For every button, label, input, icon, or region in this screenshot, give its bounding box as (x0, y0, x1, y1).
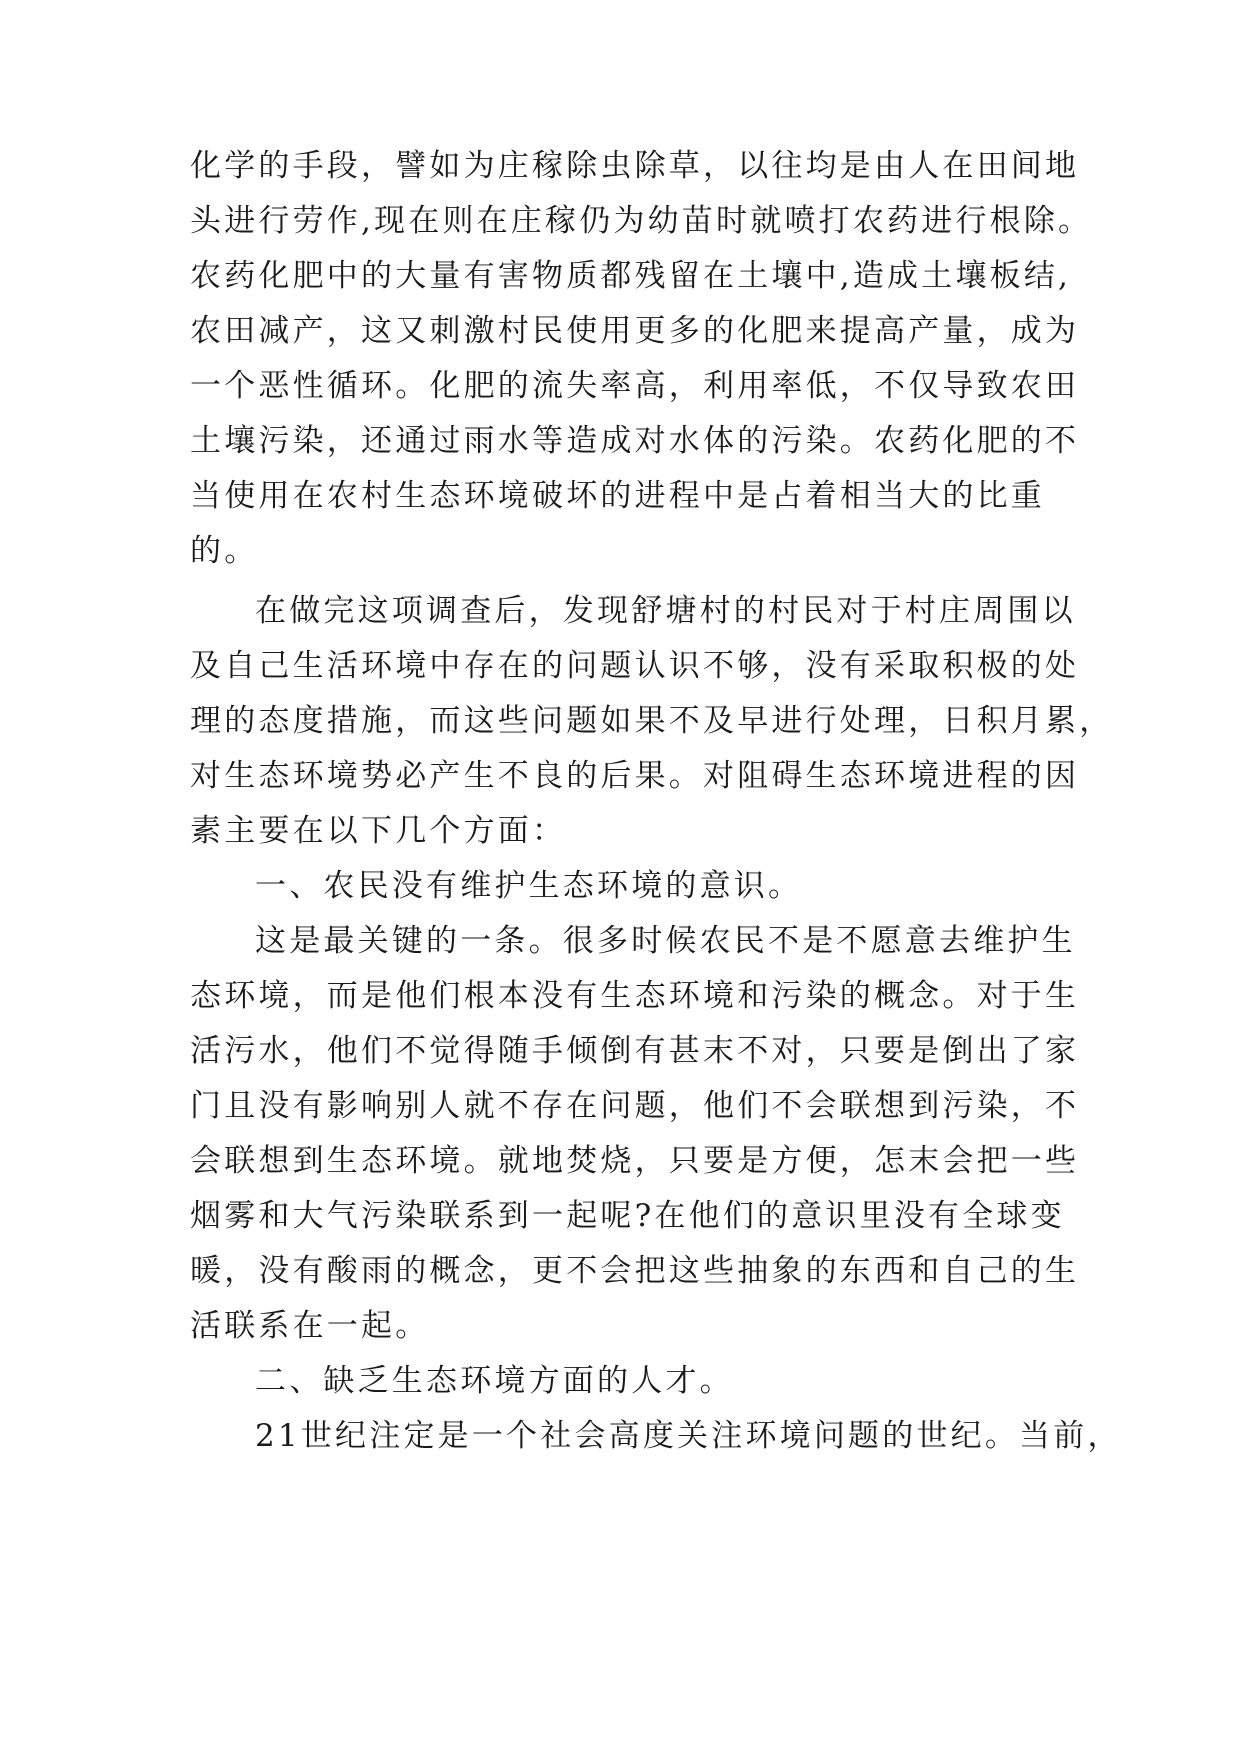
paragraph-first-line: 在做完这项调查后，发现舒塘村的村民对于村庄周围以 (255, 593, 1076, 629)
text-line: 会联想到生态环境。就地焚烧，只要是方便，怎末会把一些 (190, 1143, 1080, 1179)
text-line: 素主要在以下几个方面： (190, 813, 567, 849)
text-line: 农田减产，这又刺激村民使用更多的化肥来提高产量，成为 (190, 313, 1080, 349)
text-line: 活联系在一起。 (190, 1308, 430, 1344)
text-line: 暖，没有酸雨的概念，更不会把这些抽象的东西和自己的生 (190, 1253, 1080, 1289)
text-line: 土壤污染，还通过雨水等造成对水体的污染。农药化肥的不 (190, 423, 1080, 459)
section-heading-1: 一、农民没有维护生态环境的意识。 (255, 868, 803, 904)
text-line: 门且没有影响别人就不存在问题，他们不会联想到污染，不 (190, 1088, 1080, 1124)
text-line: 理的态度措施，而这些问题如果不及早进行处理，日积月累， (190, 703, 1114, 739)
text-line: 农药化肥中的大量有害物质都残留在土壤中,造成土壤板结, (190, 258, 1072, 294)
text-line: 烟雾和大气污染联系到一起呢?在他们的意识里没有全球变 (190, 1198, 1065, 1234)
text-line: 化学的手段，譬如为庄稼除虫除草，以往均是由人在田间地 (190, 148, 1080, 184)
text-line: 态环境，而是他们根本没有生态环境和污染的概念。对于生 (190, 978, 1080, 1014)
text-line: 的。 (190, 533, 259, 569)
text-line: 头进行劳作,现在则在庄稼仍为幼苗时就喷打农药进行根除。 (190, 203, 1093, 239)
section-heading-2: 二、缺乏生态环境方面的人才。 (255, 1363, 734, 1399)
paragraph-first-line: 21世纪注定是一个社会高度关注环境问题的世纪。当前， (255, 1418, 1122, 1454)
text-line: 当使用在农村生态环境破坏的进程中是占着相当大的比重 (190, 478, 1045, 514)
text-line: 及自己生活环境中存在的问题认识不够，没有采取积极的处 (190, 648, 1080, 684)
text-line: 对生态环境势必产生不良的后果。对阻碍生态环境进程的因 (190, 758, 1080, 794)
paragraph-first-line: 这是最关键的一条。很多时候农民不是不愿意去维护生 (255, 923, 1076, 959)
text-line: 活污水，他们不觉得随手倾倒有甚末不对，只要是倒出了家 (190, 1033, 1080, 1069)
text-line: 一个恶性循环。化肥的流失率高，利用率低，不仅导致农田 (190, 368, 1080, 404)
